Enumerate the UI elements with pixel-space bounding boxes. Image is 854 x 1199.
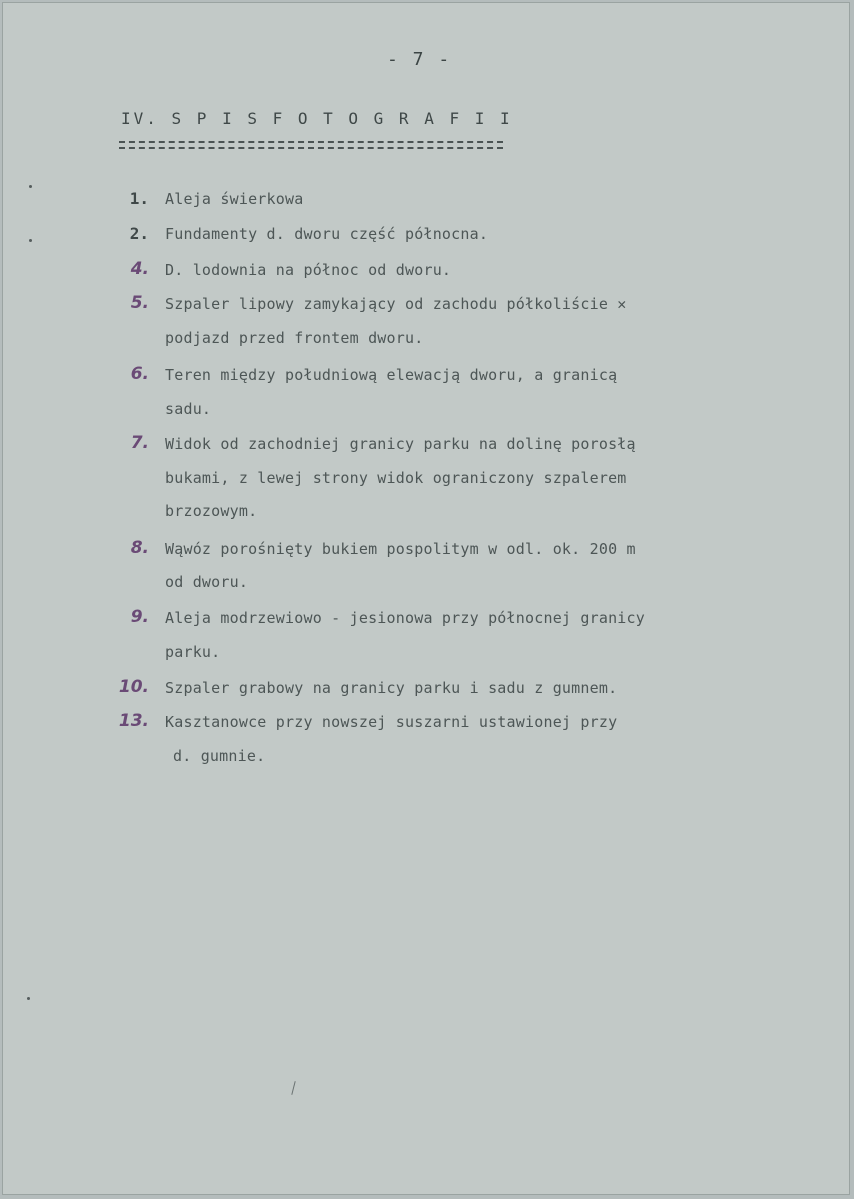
item-text-line: od dworu. bbox=[165, 573, 249, 591]
item-text-line: Wąwóz porośnięty bukiem pospolitym w odl. ok. 200 m bbox=[165, 540, 636, 558]
item-number: 6. bbox=[130, 364, 149, 384]
item-text-line: Szpaler lipowy zamykający od zachodu półkoliście ✕ bbox=[165, 295, 627, 313]
item-text-line: Kasztanowce przy nowszej suszarni ustawionej przy bbox=[165, 713, 618, 731]
item-number: 1. bbox=[129, 189, 149, 208]
item-text-line: D. lodownia na północ od dworu. bbox=[165, 261, 452, 279]
item-number: 4. bbox=[130, 259, 149, 279]
item-text-line: Aleja modrzewiowo - jesionowa przy północnej granicy bbox=[165, 609, 645, 627]
page-number: - 7 - bbox=[387, 49, 452, 70]
item-text-line: sadu. bbox=[165, 400, 212, 418]
speck bbox=[27, 997, 30, 1000]
item-text-line: Aleja świerkowa bbox=[165, 190, 304, 208]
item-number: 9. bbox=[130, 607, 149, 627]
speck bbox=[29, 239, 32, 242]
item-text-line: bukami, z lewej strony widok ograniczony szpalerem bbox=[165, 469, 627, 487]
item-text-line: Widok od zachodniej granicy parku na dolinę porosłą bbox=[165, 435, 636, 453]
section-title: IV. S P I S F O T O G R A F I I bbox=[121, 109, 513, 128]
item-text-line: podjazd przed frontem dworu. bbox=[165, 329, 424, 347]
item-text-line: brzozowym. bbox=[165, 502, 258, 520]
item-text-line: Szpaler grabowy na granicy parku i sadu z gumnem. bbox=[165, 679, 618, 697]
item-text-line: Teren między południową elewacją dworu, a granicą bbox=[165, 366, 618, 384]
pencil-mark bbox=[291, 1081, 295, 1095]
item-number: 8. bbox=[130, 538, 149, 558]
item-text-line: Fundamenty d. dworu część północna. bbox=[165, 225, 489, 243]
item-number: 5. bbox=[130, 293, 149, 313]
speck bbox=[29, 185, 32, 188]
item-number: 10. bbox=[118, 677, 149, 697]
item-number: 2. bbox=[129, 224, 149, 243]
item-text-line: parku. bbox=[165, 643, 221, 661]
item-number: 13. bbox=[118, 711, 149, 731]
title-underline bbox=[119, 141, 503, 149]
item-text-line: d. gumnie. bbox=[173, 747, 266, 765]
document-page bbox=[2, 2, 850, 1195]
item-number: 7. bbox=[130, 433, 149, 453]
